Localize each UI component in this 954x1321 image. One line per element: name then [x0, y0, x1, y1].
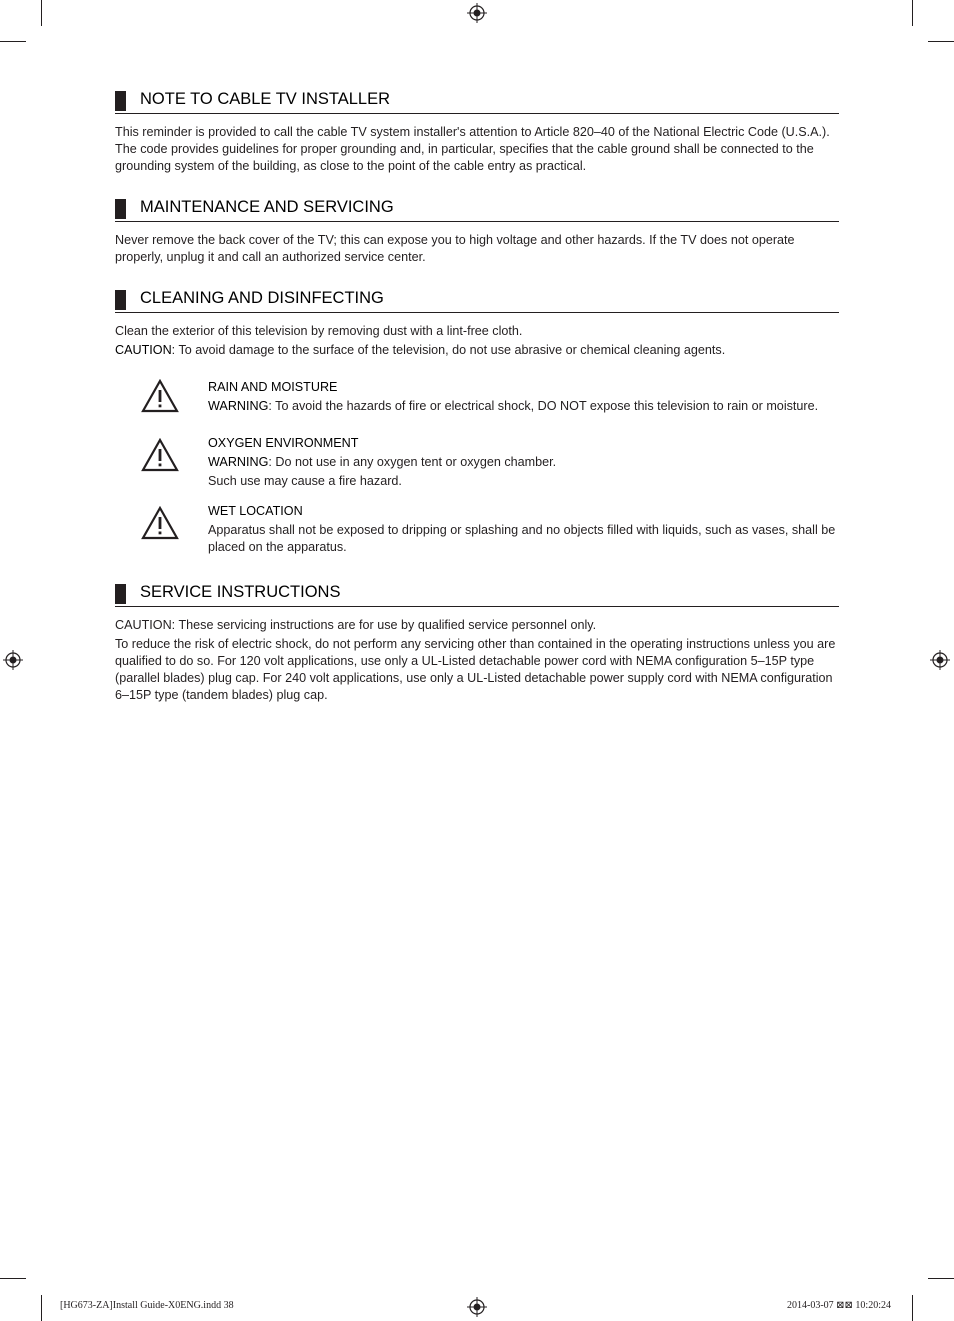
heading-bar — [115, 91, 126, 111]
warning-label: WARNING — [208, 399, 269, 413]
section-title: NOTE TO CABLE TV INSTALLER — [140, 90, 391, 108]
crop-mark — [0, 1278, 26, 1279]
section-body: Clean the exterior of this television by removing dust with a lint-free cloth. — [115, 324, 523, 338]
crop-mark — [0, 41, 26, 42]
section-title: MAINTENANCE AND SERVICING — [140, 198, 394, 216]
warning-text — [208, 398, 839, 415]
footer-file: [HG673-ZA]Install Guide-X0ENG.indd 38 — [60, 1300, 234, 1311]
section-heading — [115, 288, 839, 313]
caution-text: : To avoid damage to the surface of the television, do not use abrasive or chemical cleaning agents. — [171, 343, 726, 357]
warning-text: Apparatus shall not be exposed to dripping or splashing and no objects filled with liquids, such as vases, shall be placed on the apparatus. — [208, 523, 836, 554]
caution-paragraph — [115, 342, 839, 359]
warning-title: OXYGEN ENVIRONMENT — [208, 436, 359, 450]
caution-label: CAUTION — [115, 343, 172, 357]
warning-extra: Such use may cause a fire hazard. — [208, 474, 402, 488]
registration-mark-icon — [930, 650, 950, 670]
warning-text — [208, 454, 839, 471]
service-body: To reduce the risk of electric shock, do not perform any servicing other than contained in the operating instructions unless you are qualified to do so. For 120 volt applications, use only a UL-Listed detachable power cord with NEMA configuration 5–15P type (parallel blades) plug cap. For 240 volt applications, use only a UL-Listed detachable power supply cord with NEMA configuration 6–15P type (tandem blades) plug cap. — [115, 637, 836, 702]
warning-title: RAIN AND MOISTURE — [208, 380, 338, 394]
crop-mark — [928, 1278, 954, 1279]
warning-triangle-icon — [141, 438, 179, 472]
footer-datetime: 2014-03-07 ⊠⊠ 10:20:24 — [787, 1300, 891, 1311]
crop-mark — [912, 0, 913, 26]
registration-mark-icon — [3, 650, 23, 670]
section-body: Never remove the back cover of the TV; this can expose you to high voltage and other hazards. If the TV does not operate properly, unplug it and call an authorized service center. — [115, 233, 795, 264]
registration-mark-icon — [467, 3, 487, 23]
registration-mark-icon — [467, 1297, 487, 1317]
warning-label: WARNING — [208, 455, 269, 469]
warning-triangle-icon — [141, 506, 179, 540]
warning-body: : Do not use in any oxygen tent or oxygen chamber. — [268, 455, 557, 469]
heading-bar — [115, 199, 126, 219]
warning-body: : To avoid the hazards of fire or electrical shock, DO NOT expose this television to rain or moisture. — [268, 399, 819, 413]
crop-mark — [928, 41, 954, 42]
warning-block — [115, 503, 839, 556]
section-heading — [115, 89, 839, 114]
heading-bar — [115, 290, 126, 310]
warning-block — [115, 435, 839, 490]
section-heading — [115, 197, 839, 222]
section-body: This reminder is provided to call the cable TV system installer's attention to Article 820–40 of the National Electric Code (U.S.A.). The code provides guidelines for proper grounding and, in particular, specifies that the cable ground shall be connected to the grounding system of the building, as close to the point of the cable entry as practical. — [115, 125, 830, 173]
warning-title: WET LOCATION — [208, 504, 303, 518]
section-title: SERVICE INSTRUCTIONS — [140, 583, 341, 601]
crop-mark — [41, 1295, 42, 1321]
heading-bar — [115, 584, 126, 604]
section-title: CLEANING AND DISINFECTING — [140, 289, 384, 307]
section-heading — [115, 582, 839, 607]
crop-mark — [912, 1295, 913, 1321]
page-content — [115, 89, 839, 706]
service-caution: CAUTION: These servicing instructions are for use by qualified service personnel only. — [115, 618, 597, 632]
crop-mark — [41, 0, 42, 26]
warning-triangle-icon — [141, 379, 179, 413]
warning-block — [115, 379, 839, 415]
